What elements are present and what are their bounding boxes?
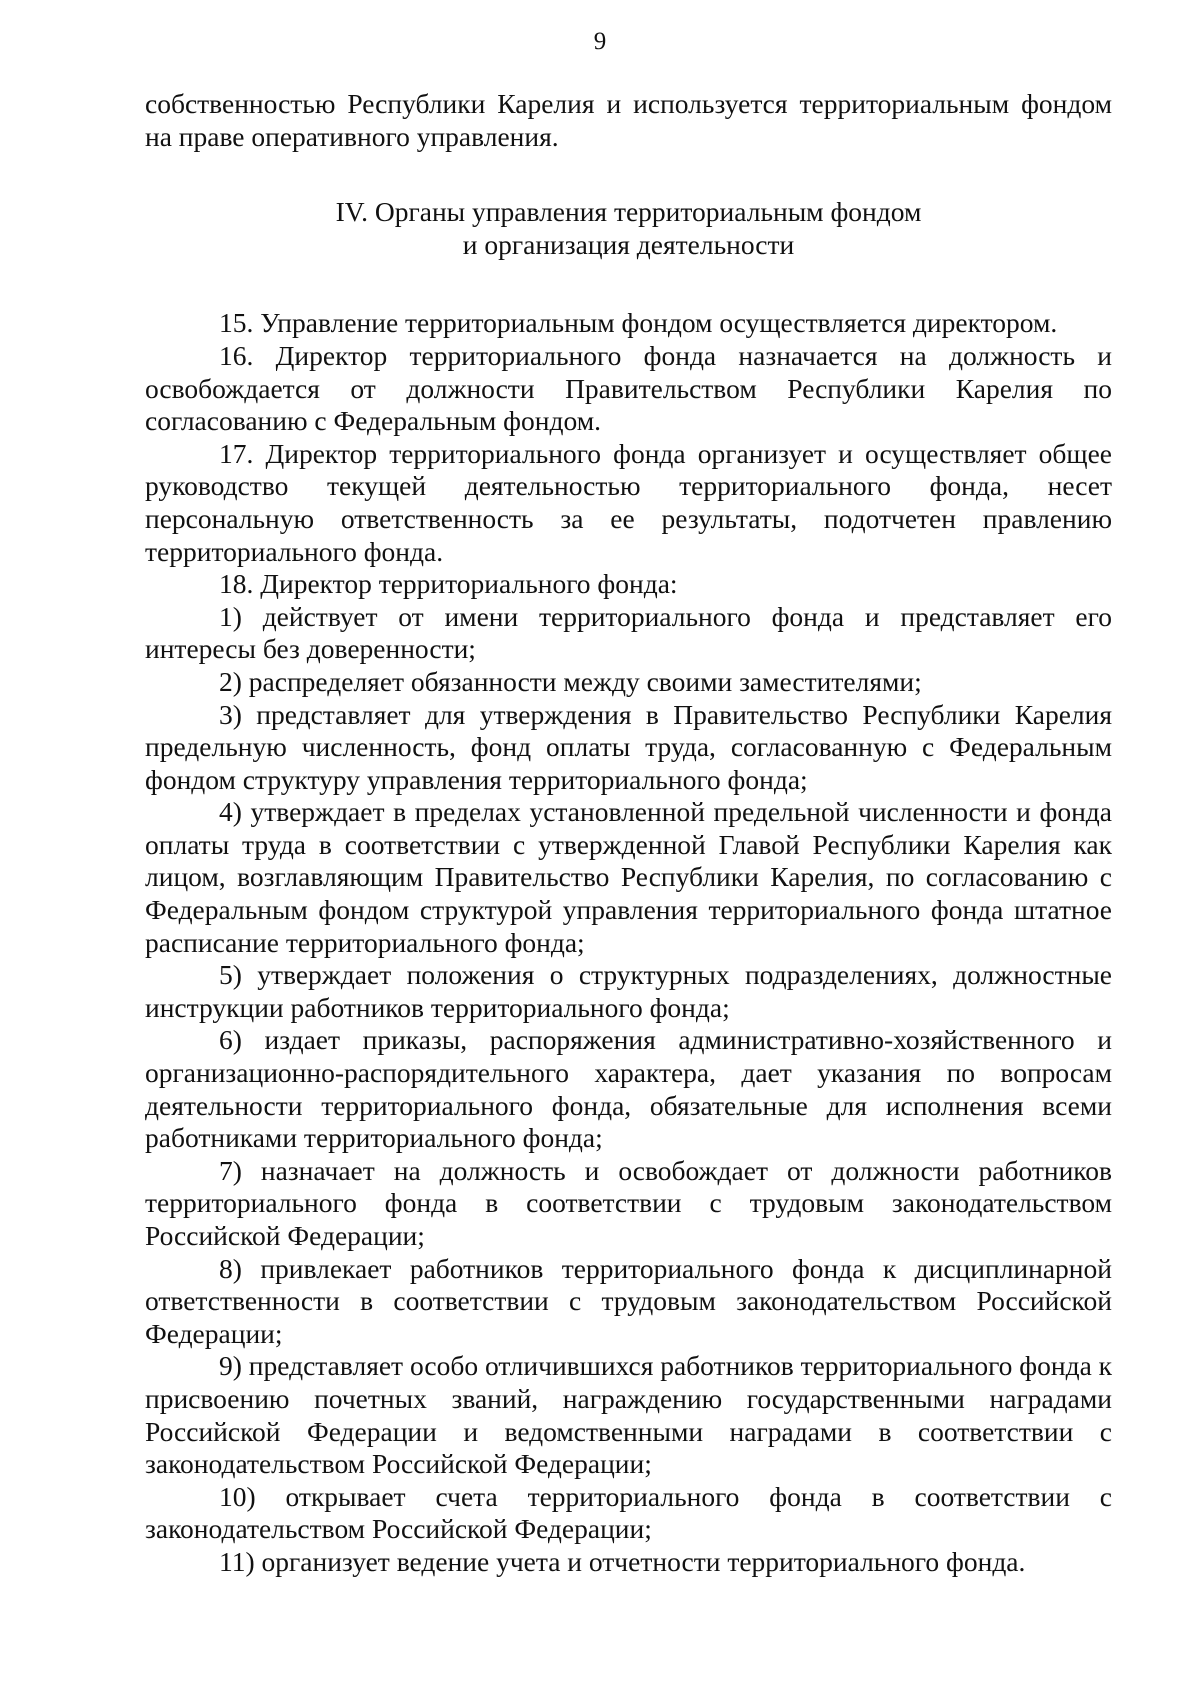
list-item-3: 3) представляет для утверждения в Правительство Республики Карелия предельную численность, фонд оплаты труда, согласованную с Федеральным фондом структуру управления территориального фонда;: [145, 698, 1112, 795]
list-item-1: 1) действует от имени территориального фонда и представляет его интересы без доверенности;: [145, 600, 1112, 665]
section-heading-line-1: IV. Органы управления территориальным фондом: [335, 196, 922, 228]
paragraph-18: 18. Директор территориального фонда:: [219, 568, 678, 600]
list-item-7: 7) назначает на должность и освобождает от должности работников территориального фонда в соответствии с трудовым законодательством Российской Федерации;: [145, 1154, 1112, 1251]
list-item-10: 10) открывает счета территориального фонда в соответствии с законодательством Российской Федерации;: [145, 1480, 1112, 1545]
intro-paragraph: собственностью Республики Карелия и используется территориальным фондом на праве оперативного управления.: [145, 88, 1112, 152]
list-item-8: 8) привлекает работников территориального фонда к дисциплинарной ответственности в соответствии с трудовым законодательством Российской Федерации;: [145, 1252, 1112, 1349]
list-item-4: 4) утверждает в пределах установленной предельной численности и фонда оплаты труда в соответствии с утвержденной Главой Республики Карелия как лицом, возглавляющим Правительство Республики Карелия, по согласованию с Федеральным фондом структурой управления территориального фонда штатное расписание территориального фонда;: [145, 796, 1112, 958]
list-item-2: 2) распределяет обязанности между своими заместителями;: [219, 665, 922, 697]
list-item-11: 11) организует ведение учета и отчетности территориального фонда.: [219, 1545, 1026, 1577]
list-item-9: 9) представляет особо отличившихся работников территориального фонда к присвоению почетных званий, награждению государственными наградами Российской Федерации и ведомственными наградами в соответствии с законодательством Российской Федерации;: [145, 1350, 1113, 1480]
paragraph-15: 15. Управление территориальным фондом осуществляется директором.: [219, 307, 1058, 339]
page-number: 9: [593, 28, 607, 55]
section-heading: [145, 196, 1112, 261]
paragraph-16: 16. Директор территориального фонда назначается на должность и освобождается от должности Правительством Республики Карелия по согласованию с Федеральным фондом.: [145, 339, 1112, 437]
section-heading-line-2: и организация деятельности: [462, 228, 795, 260]
list-item-6: 6) издает приказы, распоряжения административно-хозяйственного и организационно-распорядительного характера, дает указания по вопросам деятельности территориального фонда, обязательные для исполнения всеми работниками территориального фонда;: [145, 1024, 1112, 1154]
paragraph-17: 17. Директор территориального фонда организует и осуществляет общее руководство текущей деятельностью территориального фонда, несет персональную ответственность за ее результаты, подотчетен правлению территориального фонда.: [145, 437, 1112, 567]
document-body: [145, 88, 1112, 1579]
list-item-5: 5) утверждает положения о структурных подразделениях, должностные инструкции работников территориального фонда;: [145, 959, 1112, 1023]
